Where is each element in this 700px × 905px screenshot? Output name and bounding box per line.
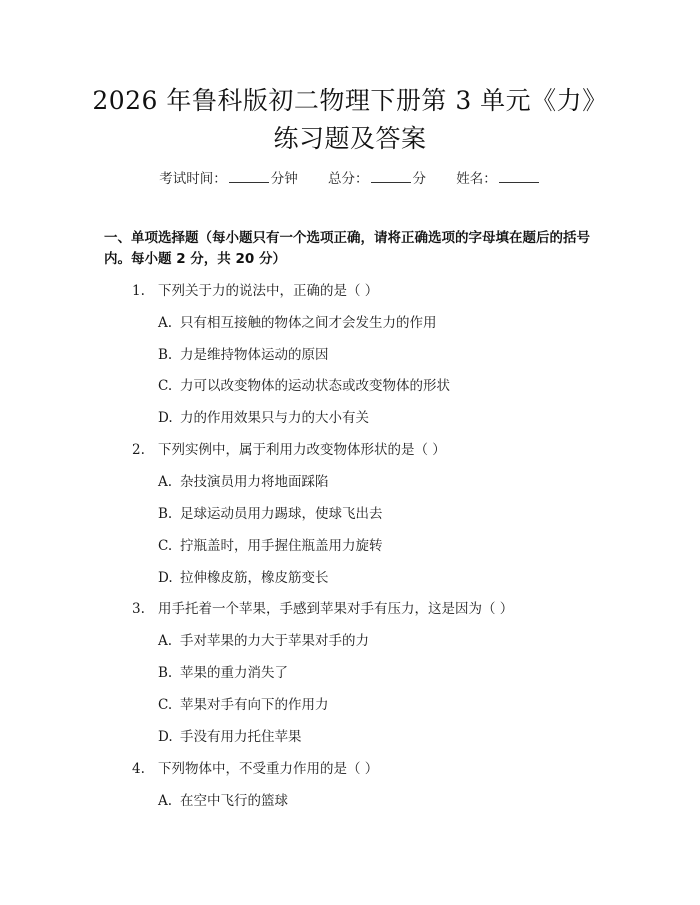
question-2-option-d <box>158 568 329 588</box>
student-name-blank <box>499 168 539 183</box>
option-letter: B. <box>158 665 173 681</box>
question-4-option-a <box>158 791 288 811</box>
question-3 <box>132 599 513 619</box>
option-text: 在空中飞行的篮球 <box>180 793 288 809</box>
student-name-label: 姓名： <box>456 171 497 187</box>
option-text: 手对苹果的力大于苹果对手的力 <box>180 633 369 649</box>
section-heading: 一、单项选择题（每小题只有一个选项正确，请将正确选项的字母填在题后的括号内。每小题 2 分，共 20 分） <box>104 230 590 267</box>
question-2-option-a <box>158 472 329 492</box>
option-letter: D. <box>158 410 173 426</box>
question-4 <box>132 759 378 779</box>
option-letter: D. <box>158 729 173 745</box>
total-score-blank <box>371 168 411 183</box>
option-letter: A. <box>158 474 173 490</box>
option-letter: C. <box>158 697 173 713</box>
option-text: 只有相互接触的物体之间才会发生力的作用 <box>180 315 437 331</box>
question-text: 下列关于力的说法中，正确的是（ ） <box>158 283 379 299</box>
option-text: 手没有用力托住苹果 <box>180 729 302 745</box>
question-2-option-b <box>158 504 383 524</box>
option-text: 杂技演员用力将地面踩陷 <box>180 474 329 490</box>
exam-time-field <box>159 168 298 189</box>
option-text: 力可以改变物体的运动状态或改变物体的形状 <box>180 378 450 394</box>
question-number: 2. <box>132 442 145 458</box>
question-1-option-a <box>158 313 437 333</box>
question-2-option-c <box>158 536 383 556</box>
option-text: 拉伸橡皮筋，橡皮筋变长 <box>180 570 329 586</box>
document-title-line2: 练习题及答案 <box>273 124 427 153</box>
total-score-unit: 分 <box>412 171 426 187</box>
question-1-option-d <box>158 408 369 428</box>
exam-info-line <box>0 168 700 189</box>
option-text: 足球运动员用力踢球，使球飞出去 <box>180 506 383 522</box>
option-letter: B. <box>158 347 173 363</box>
document-title-line1: 2026 年鲁科版初二物理下册第 3 单元《力》 <box>92 86 608 115</box>
question-number: 1. <box>132 283 145 299</box>
option-letter: A. <box>158 793 173 809</box>
question-1 <box>132 281 378 301</box>
question-text: 用手托着一个苹果，手感到苹果对手有压力，这是因为（ ） <box>158 601 514 617</box>
question-text: 下列物体中，不受重力作用的是（ ） <box>158 761 379 777</box>
option-text: 力的作用效果只与力的大小有关 <box>180 410 369 426</box>
option-letter: C. <box>158 538 173 554</box>
question-3-option-a <box>158 631 369 651</box>
option-letter: D. <box>158 570 173 586</box>
option-text: 苹果的重力消失了 <box>180 665 288 681</box>
question-1-option-c <box>158 376 450 396</box>
option-letter: A. <box>158 633 173 649</box>
option-text: 苹果对手有向下的作用力 <box>180 697 329 713</box>
exam-time-blank <box>229 168 269 183</box>
total-score-label: 总分： <box>328 171 369 187</box>
exam-time-label: 考试时间： <box>159 171 227 187</box>
total-score-field <box>328 168 426 189</box>
student-name-field <box>456 168 541 189</box>
option-letter: A. <box>158 315 173 331</box>
option-letter: C. <box>158 378 173 394</box>
option-letter: B. <box>158 506 173 522</box>
exam-time-unit: 分钟 <box>270 171 298 187</box>
question-number: 3. <box>132 601 145 617</box>
question-3-option-b <box>158 663 288 683</box>
option-text: 力是维持物体运动的原因 <box>180 347 329 363</box>
question-text: 下列实例中，属于利用力改变物体形状的是（ ） <box>158 442 446 458</box>
question-3-option-c <box>158 695 329 715</box>
question-2 <box>132 440 446 460</box>
option-text: 拧瓶盖时，用手握住瓶盖用力旋转 <box>180 538 383 554</box>
question-number: 4. <box>132 761 145 777</box>
question-3-option-d <box>158 727 302 747</box>
question-1-option-b <box>158 345 329 365</box>
